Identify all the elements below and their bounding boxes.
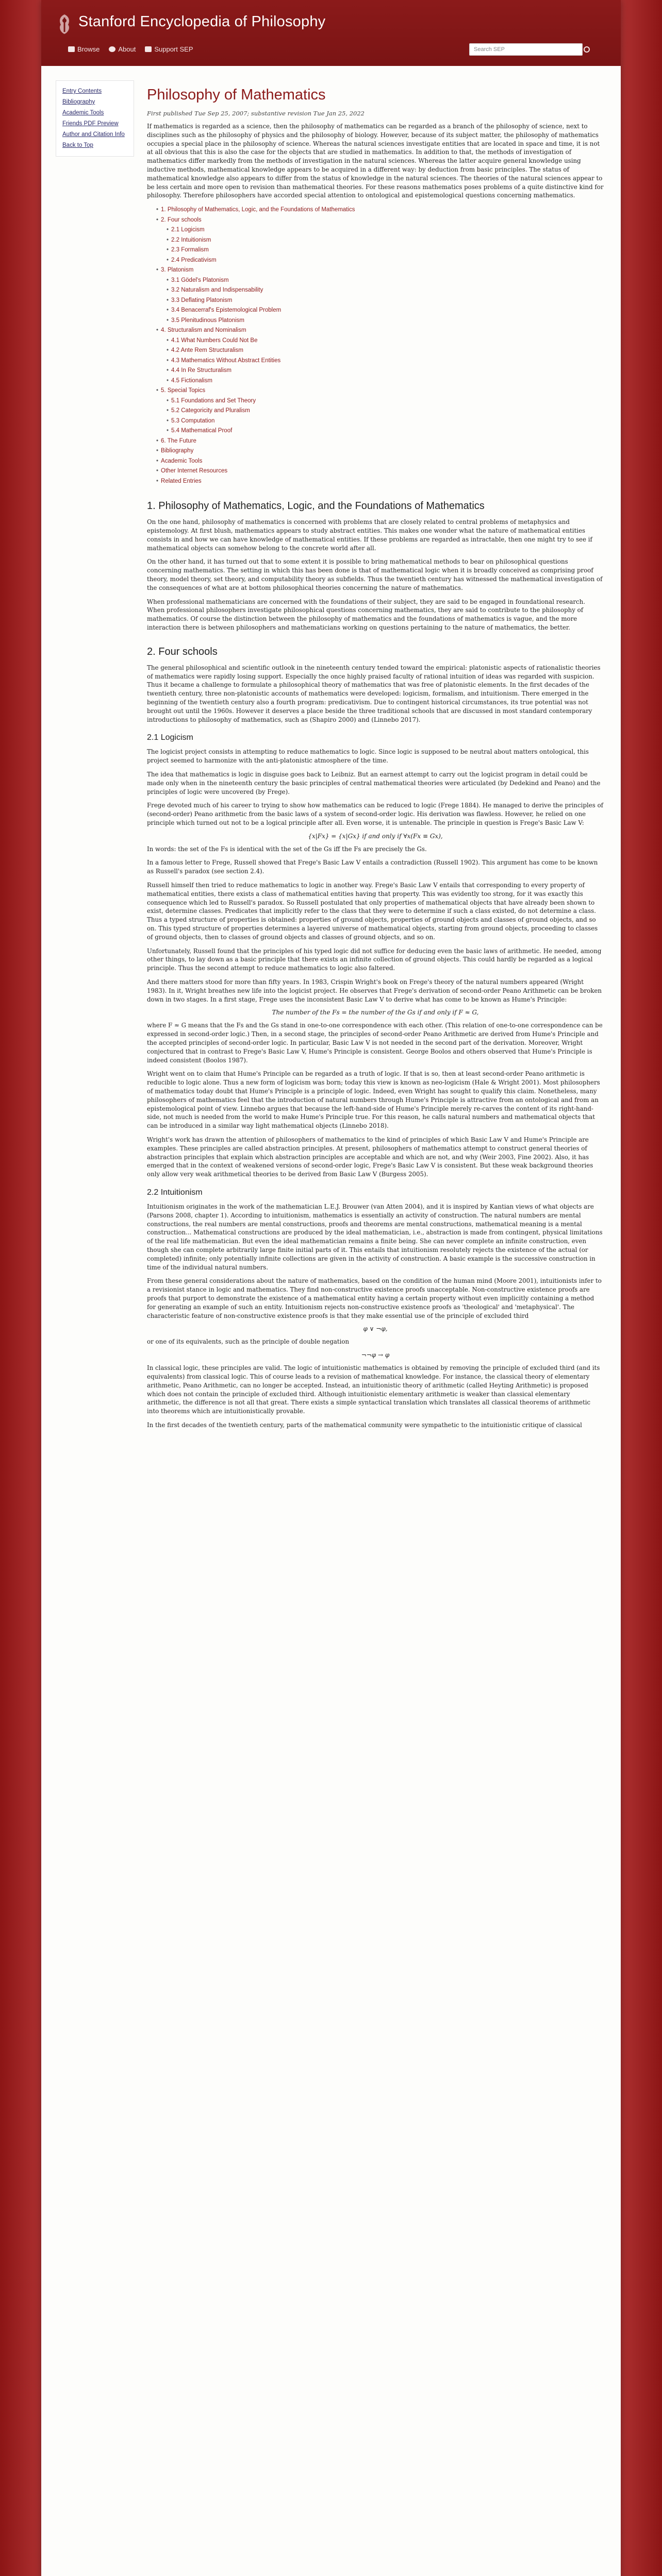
bullet-icon: • [167, 317, 169, 324]
bullet-icon: • [167, 236, 169, 243]
search-icon[interactable] [584, 46, 590, 53]
nav-browse-label: Browse [77, 45, 100, 53]
toc-item[interactable] [147, 346, 604, 356]
toc-item[interactable] [147, 336, 604, 346]
section-heading: 2. Four schools [147, 646, 218, 657]
nav-about[interactable] [109, 45, 136, 53]
bullet-icon: • [156, 478, 159, 484]
toc-item[interactable] [147, 306, 604, 316]
bullet-icon: • [167, 377, 169, 384]
toc-item[interactable] [147, 326, 604, 336]
sidebar-item-pdf-preview[interactable]: Friends PDF Preview [62, 121, 119, 127]
toc-item[interactable] [147, 406, 604, 416]
page-title: Philosophy of Mathematics [147, 87, 326, 103]
paragraph: In words: the set of the Fs is identical with the set of the Gs iff the Fs are precisely the Gs. [147, 845, 427, 853]
toc-item[interactable] [147, 386, 604, 396]
paragraph: In the first decades of the twentieth century, parts of the mathematical community were sympathetic to the intuitionistic critique of classical [147, 1421, 582, 1429]
nav-support-label: Support SEP [154, 45, 193, 53]
publication-info: First published Tue Sep 25, 2007; substantive revision Tue Jan 25, 2022 [147, 110, 365, 117]
toc-item-label: 4.2 Ante Rem Structuralism [171, 347, 244, 354]
toc-item-label: 4. Structuralism and Nominalism [161, 327, 246, 334]
paragraph: From these general considerations about the nature of mathematics, based on the condition of the human mind (Moore 2001), intuitionists infer to a revisionist stance in logic and mathematics. They find non-constructive existence proofs unacceptable. Non-constructive existence proofs are proofs that purport to demonstrate the existence of a mathematical entity having a certain property without even implicitly containing a method for generating an example of such an entity. Intuitionism rejects non-constructive existence proofs as 'theological' and 'metaphysical'. The characteristic feature of non-constructive existence proofs is that they make essential use of the principle of excluded third [147, 1277, 602, 1319]
toc-item-label: 2. Four schools [161, 216, 202, 223]
bank-icon [145, 46, 152, 52]
bullet-icon: • [167, 428, 169, 434]
paragraph: Intuitionism originates in the work of the mathematician L.E.J. Brouwer (van Atten 2004), and it is inspired by Kantian views of what objects are (Parsons 2008, chapter 1). According to intuitionism, mathematics is essentially an activity of construction. The natural numbers are mental constructions, the real numbers are mental constructions, proofs and theorems are mental constructions, mathematical meaning is a mental construction... Mathematical constructions are produced by the ideal mathematician, i.e., abstraction is made from contingent, physical limitations of the real life mathematician. But even the ideal mathematician remains a finite being. She can never complete an infinite construction, even though she can complete arbitrarily large finite initial parts of it. This entails that intuitionism resolutely rejects the existence of the actual (or completed) infinite; only potentially infinite collections are given in the activity of construction. A basic example is the successive construction in time of the individual natural numbers. [147, 1202, 603, 1271]
toc-item-label: 5.1 Foundations and Set Theory [171, 397, 256, 404]
subsection-heading: 2.1 Logicism [147, 733, 193, 742]
toc-item-label: 3.1 Gödel's Platonism [171, 277, 229, 283]
masthead [41, 0, 621, 66]
paragraph: The general philosophical and scientific outlook in the nineteenth century tended toward the empirical: platonistic aspects of rationalistic theories of mathematics were rapidly losing support. Especially the once highly praised faculty of rational intuition of ideas was regarded with suspicion. Thus it became a challenge to formulate a philosophical theory of mathematics that was free of platonistic elements. In the first decades of the twentieth century, three non-platonistic accounts of mathematics were developed: logicism, formalism, and intuitionism. There emerged in the beginning of the twentieth century also a fourth program: predicativism. Due to contingent historical circumstances, its true potential was not brought out until the 1960s. However it deserves a place beside the three traditional schools that are discussed in most standard contemporary introductions to philosophy of mathematics, such as (Shapiro 2000) and (Linnebo 2017). [147, 664, 601, 723]
bullet-icon: • [167, 307, 169, 314]
toc-item[interactable] [147, 265, 604, 276]
paragraph: Unfortunately, Russell found that the principles of his typed logic did not suffice for deducing even the basic laws of arithmetic. He needed, among other things, to lay down as a basic principle that there exists an infinite collection of ground objects. This could hardly be regarded as a logical principle. Thus the second attempt to reduce mathematics to logic also faltered. [147, 947, 602, 972]
bullet-icon: • [156, 267, 159, 274]
paragraph: The logicist project consists in attempting to reduce mathematics to logic. Since logic is supposed to be neutral about matters ontological, this project seemed to harmonize with the anti-platonistic atmosphere of the time. [147, 748, 589, 765]
bullet-icon: • [167, 277, 169, 283]
toc-item-label: 5. Special Topics [161, 387, 206, 394]
toc-item[interactable] [147, 436, 604, 447]
toc-item[interactable] [147, 466, 604, 477]
bullet-icon: • [167, 367, 169, 374]
toc-item-label: 2.2 Intuitionism [171, 236, 211, 243]
paragraph: And there matters stood for more than fifty years. In 1983, Crispin Wright's book on Frege's theory of the natural numbers appeared (Wright 1983). In it, Wright breathes new life into the logicist project. He observes that Frege's derivation of second-order Peano Arithmetic can be broken down in two stages. In a first stage, Frege uses the inconsistent Basic Law V to derive what has come to be known as Hume's Principle: [147, 978, 602, 1003]
nav-browse[interactable] [68, 45, 100, 53]
paragraph: where F ≈ G means that the Fs and the Gs stand in one-to-one correspondence with each other. (This relation of one-to-one correspondence can be expressed in second-order logic.) Then, in a second stage, the principles of second-order Peano Arithmetic are derived from Hume's Principle and the accepted principles of second-order logic. In particular, Basic Law V is not needed in the second part of the derivation. Moreover, Wright conjectured that in contrast to Frege's Basic Law V, Hume's Principle is consistent. George Boolos and others observed that Hume's Principle is indeed consistent (Boolos 1987). [147, 1022, 603, 1064]
nav-about-label: About [118, 45, 136, 53]
sidebar-item-back-to-top[interactable]: Back to Top [62, 142, 93, 148]
toc-item[interactable] [147, 356, 604, 366]
toc-item[interactable] [147, 285, 604, 296]
bullet-icon: • [167, 347, 169, 354]
bullet-icon: • [167, 287, 169, 294]
sep-logo-icon[interactable] [56, 13, 73, 35]
entry-sidebar [56, 80, 134, 157]
toc-item-label: 6. The Future [161, 437, 196, 444]
bullet-icon: • [167, 417, 169, 424]
toc-item-label: Bibliography [161, 448, 194, 454]
page [41, 0, 621, 2576]
toc-item[interactable] [147, 396, 604, 406]
paragraph: Wright's work has drawn the attention of philosophers of mathematics to the kind of principles of which Basic Law V and Hume's Principle are examples. These principles are called abstraction principles. At present, philosophers of mathematics attempt to construct general theories of abstraction principles that explain which abstraction principles are acceptable and which are not, and why (Weir 2003, Fine 2002). Also, it has emerged that in the context of weakened versions of second-order logic, Frege's Basic Law V is consistent. But these weak background theories only allow very weak arithmetical theories to be derived from Basic Law V (Burgess 2005). [147, 1136, 593, 1178]
toc-item-label: 3.3 Deflating Platonism [171, 297, 233, 303]
toc-item[interactable] [147, 316, 604, 326]
bullet-icon: • [167, 297, 169, 303]
toc-item[interactable] [147, 235, 604, 246]
toc-item[interactable] [147, 256, 604, 266]
toc-item-label: 2.3 Formalism [171, 247, 209, 253]
bullet-icon: • [167, 408, 169, 414]
toc-item[interactable] [147, 215, 604, 226]
bullet-icon: • [156, 387, 159, 394]
formula-excluded-third: φ ∨ ¬φ, [363, 1325, 388, 1333]
formula-double-negation: ¬¬φ → φ [361, 1351, 390, 1359]
toc-item[interactable] [147, 426, 604, 436]
toc-item-label: 5.3 Computation [171, 417, 215, 424]
bullet-icon: • [156, 457, 159, 464]
toc-item-label: 3. Platonism [161, 267, 194, 274]
formula-basic-law-v: {x|Fx} = {x|Gx} if and only if ∀x(Fx ≡ Gx), [308, 832, 443, 840]
toc-item[interactable] [147, 446, 604, 456]
toc-item[interactable] [147, 276, 604, 286]
toc-item[interactable] [147, 366, 604, 376]
toc-item-label: 4.4 In Re Structuralism [171, 367, 231, 374]
paragraph: Wright went on to claim that Hume's Principle can be regarded as a truth of logic. If that is so, then at least second-order Peano arithmetic is reducible to logic alone. Thus a new form of logicism was born; today this view is known as neo-logicism (Hale & Wright 2001). Most philosophers of mathematics today doubt that Hume's Principle is a principle of logic. Indeed, even Wright has sought to qualify this claim. Nonetheless, many philosophers of mathematics feel that the introduction of natural numbers through Hume's Principle is attractive from an ontological and from an epistemological point of view. Linnebo argues that because the left-hand-side of Hume's Principle merely re-carves the content of its right-hand-side, not much is needed from the world to make Hume's Principle true. For this reason, he calls natural numbers and mathematical objects that can be introduced in a similar way light mathematical objects (Linnebo 2018). [147, 1070, 600, 1130]
toc-item-label: 4.1 What Numbers Could Not Be [171, 337, 258, 344]
toc-item-label: 3.4 Benacerraf's Epistemological Problem [171, 307, 282, 314]
toc-item-label: Other Internet Resources [161, 468, 228, 474]
toc-item[interactable] [147, 376, 604, 386]
bullet-icon: • [167, 227, 169, 233]
toc-item[interactable] [147, 205, 604, 215]
subsection-heading: 2.2 Intuitionism [147, 1188, 203, 1197]
book-icon [68, 46, 75, 52]
section-heading: 1. Philosophy of Mathematics, Logic, and the Foundations of Mathematics [147, 500, 485, 512]
paragraph: On the other hand, it has turned out that to some extent it is possible to bring mathematical methods to bear on philosophical questions concerning mathematics. The setting in which this has been done is that of mathematical logic when it is broadly conceived as comprising proof theory, model theory, set theory, and computability theory as subfields. Thus the twentieth century has witnessed the mathematical investigation of the consequences of what are at bottom philosophical theories concerning the nature of mathematics. [147, 558, 603, 591]
toc-item-label: Related Entries [161, 478, 202, 484]
toc-item-label: 5.2 Categoricity and Pluralism [171, 408, 250, 414]
intro-paragraph: If mathematics is regarded as a science, then the philosophy of mathematics can be regarded as a branch of the philosophy of science, next to disciplines such as the philosophy of physics and the philosophy of biology. However, because of its subject matter, the philosophy of mathematics occupies a special place in the philosophy of science. Whereas the natural sciences investigate entities that are located in space and time, it is not at all obvious that this is also the case for the objects that are studied in mathematics. In addition to that, the methods of investigation of mathematics differ markedly from the methods of investigation in the natural sciences. Whereas the latter acquire general knowledge using inductive methods, mathematical knowledge appears to be acquired in a different way: by deduction from basic principles. The status of mathematical knowledge also appears to differ from the status of knowledge in the natural sciences. The theories of the natural sciences appear to be less certain and more open to revision than mathematical theories. For these reasons mathematics poses problems of a quite distinctive kind for philosophy. Therefore philosophers have accorded special attention to ontological and epistemological questions concerning mathematics. [147, 123, 604, 199]
search-input[interactable]: Search SEP [469, 43, 583, 56]
bullet-icon: • [167, 397, 169, 404]
paragraph: Frege devoted much of his career to trying to show how mathematics can be reduced to logic (Frege 1884). He managed to derive the principles of (second-order) Peano arithmetic from the basic laws of a system of second-order logic. His derivation was flawless. However, he relied on one principle which turned out not to be a logical principle after all. Even worse, it is untenable. The principle in question is Frege's Basic Law V: [147, 802, 604, 826]
toc-item-label: 4.3 Mathematics Without Abstract Entities [171, 357, 281, 364]
paragraph: Russell himself then tried to reduce mathematics to logic in another way. Frege's Basic Law V entails that corresponding to every property of mathematical entities, there exists a class of mathematical entities having that property. This was evidently too strong, for it was exactly this consequence which led to Russell's paradox. So Russell postulated that only properties of mathematical objects that have already been shown to exist, determine classes. Predicates that implicitly refer to the class that they were to determine if such a class existed, do not determine a class. Thus a typed structure of properties is obtained: properties of ground objects, properties of ground objects and classes of ground objects, and so on. This typed structure of properties determines a layered universe of mathematical objects, starting from ground objects, proceeding to classes of ground objects, then to classes of ground objects and classes of ground objects, and so on. [147, 882, 598, 941]
toc-item-label: 5.4 Mathematical Proof [171, 428, 233, 434]
bullet-icon: • [156, 448, 159, 454]
toc-item-label: 3.2 Naturalism and Indispensability [171, 287, 263, 294]
bullet-icon: • [167, 247, 169, 253]
bullet-icon: • [156, 437, 159, 444]
formula-humes-principle: The number of the Fs = the number of the Gs if and only if F ≈ G, [272, 1009, 479, 1016]
toc-item-label: 4.5 Fictionalism [171, 377, 212, 384]
bullet-icon: • [167, 357, 169, 364]
toc-item-label: 2.1 Logicism [171, 227, 205, 233]
sidebar-item-author-citation[interactable]: Author and Citation Info [62, 131, 125, 138]
paragraph: When professional mathematicians are concerned with the foundations of their subject, they are said to be engaged in foundational research. When professional philosophers investigate philosophical questions concerning mathematics, they are said to contribute to the philosophy of mathematics. Of course the distinction between the philosophy of mathematics and the foundations of mathematics is vague, and the more interaction there is between philosophers and mathematicians working on questions pertaining to the nature of mathematics, the better. [147, 598, 586, 631]
toc-item[interactable] [147, 245, 604, 256]
toc-item-label: Academic Tools [161, 457, 203, 464]
toc-item[interactable] [147, 456, 604, 467]
bullet-icon: • [156, 468, 159, 474]
sidebar-item-academic-tools[interactable]: Academic Tools [62, 110, 104, 116]
article-content [147, 77, 604, 1430]
site-title[interactable]: Stanford Encyclopedia of Philosophy [78, 13, 326, 30]
bullet-icon: • [167, 337, 169, 344]
toc-item-label: 2.4 Predicativism [171, 257, 217, 263]
bullet-icon: • [156, 216, 159, 223]
toc-item[interactable] [147, 416, 604, 427]
toc-item[interactable] [147, 477, 604, 487]
toc-item[interactable] [147, 296, 604, 306]
table-of-contents [147, 205, 604, 486]
bullet-icon: • [156, 207, 159, 213]
nav-support[interactable] [145, 45, 193, 53]
bullet-icon: • [167, 257, 169, 263]
toc-item-label: 3.5 Plenitudinous Platonism [171, 317, 244, 324]
sidebar-item-entry-contents[interactable]: Entry Contents [62, 88, 102, 94]
paragraph: The idea that mathematics is logic in disguise goes back to Leibniz. But an earnest attempt to carry out the logicist program in detail could be made only when in the nineteenth century the basic principles of central mathematical theories were articulated (by Dedekind and Peano) and the principles of logic were uncovered (by Frege). [147, 770, 601, 795]
paragraph: or one of its equivalents, such as the principle of double negation [147, 1338, 350, 1346]
info-icon [109, 46, 115, 52]
paragraph: In classical logic, these principles are valid. The logic of intuitionistic mathematics is obtained by removing the principle of excluded third (and its equivalents) from classical logic. This of course leads to a revision of mathematical knowledge. For instance, the classical theory of elementary arithmetic, Peano Arithmetic, can no longer be accepted. Instead, an intuitionistic theory of arithmetic (called Heyting Arithmetic) is proposed which does not contain the principle of excluded third. Although intuitionistic elementary arithmetic is weaker than classical elementary arithmetic, the difference is not all that great. There exists a simple syntactical translation which translates all classical theorems of arithmetic into theorems which are intuitionistically provable. [147, 1364, 600, 1415]
toc-item-label: 1. Philosophy of Mathematics, Logic, and the Foundations of Mathematics [161, 207, 355, 213]
paragraph: On the one hand, philosophy of mathematics is concerned with problems that are closely related to central problems of metaphysics and epistemology. At first blush, mathematics appears to study abstract entities. This makes one wonder what the nature of mathematical entities consists in and how we can have knowledge of mathematical entities. If these problems are regarded as intractable, then one might try to see if mathematical objects can somehow belong to the concrete world after all. [147, 518, 592, 552]
toc-item[interactable] [147, 225, 604, 235]
bullet-icon: • [156, 327, 159, 334]
sidebar-item-bibliography[interactable]: Bibliography [62, 99, 95, 105]
paragraph: In a famous letter to Frege, Russell showed that Frege's Basic Law V entails a contradiction (Russell 1902). This argument has come to be known as Russell's paradox (see section 2.4). [147, 859, 598, 875]
main-nav [68, 45, 193, 53]
